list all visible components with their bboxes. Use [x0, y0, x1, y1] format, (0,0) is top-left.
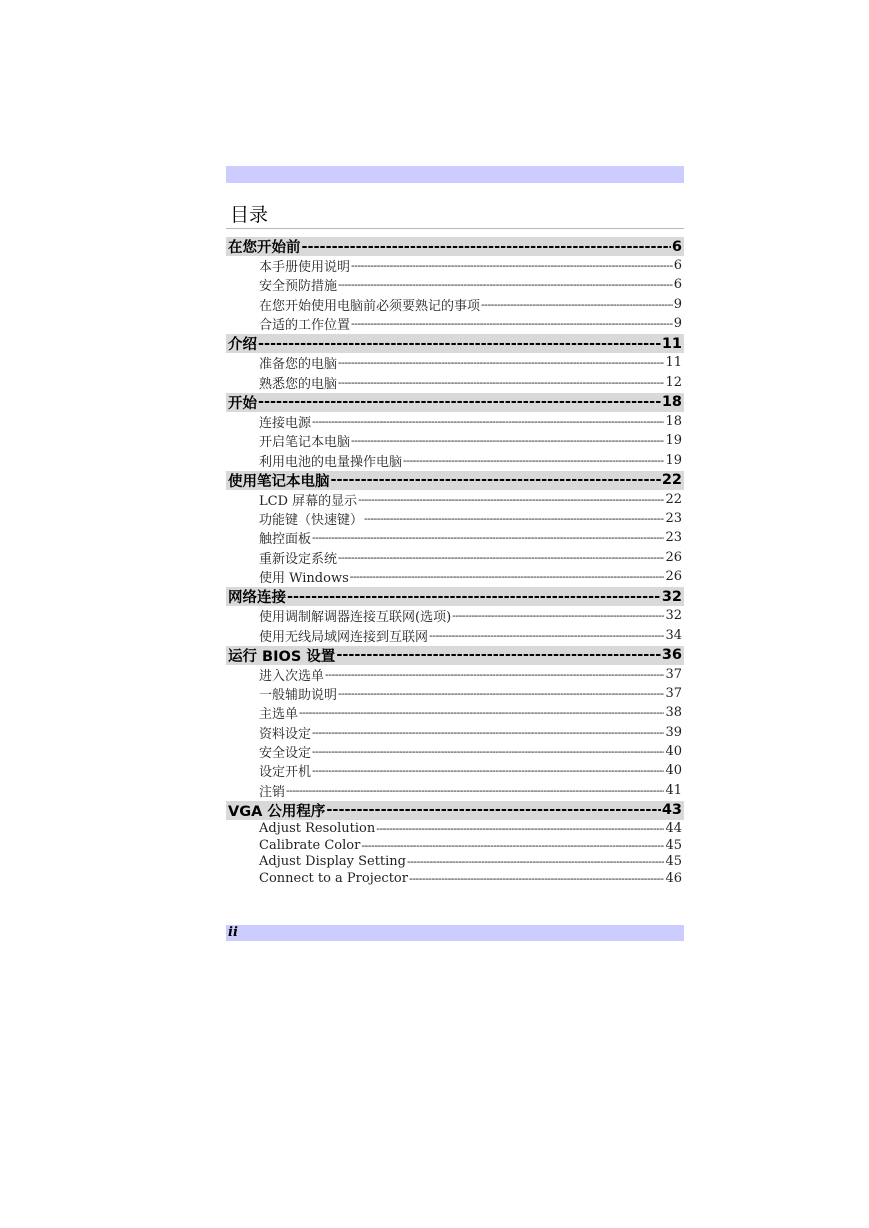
toc-entry-page: 26: [665, 549, 682, 565]
toc-leader-dots: [312, 726, 664, 739]
toc-section[interactable]: [226, 393, 684, 412]
toc-entry[interactable]: [226, 450, 684, 469]
toc-leader-dots: [429, 629, 664, 642]
toc-entry-title: 利用电池的电量操作电脑: [259, 454, 403, 470]
toc-entry[interactable]: [226, 742, 684, 761]
toc-entry-page: 11: [665, 355, 682, 371]
toc-entry-page: 23: [665, 530, 682, 546]
toc-section-title: 介绍: [228, 337, 257, 354]
toc-section-page: 11: [661, 335, 682, 352]
toc-leader-dots: [312, 531, 664, 544]
toc-entry[interactable]: [226, 431, 684, 450]
toc-entry-page: 41: [665, 782, 682, 798]
toc-entry-page: 46: [665, 871, 682, 887]
toc-leader-dots: [258, 336, 661, 352]
toc-section-page: 32: [661, 588, 682, 605]
toc-entry-page: 6: [673, 277, 682, 293]
toc-leader-dots: [407, 855, 664, 868]
toc-entry[interactable]: [226, 870, 684, 887]
toc-leader-dots: [351, 259, 673, 272]
toc-section-title: 运行 BIOS 设置: [228, 648, 336, 665]
toc-leader-dots: [361, 839, 664, 852]
toc-entry-title: LCD 屏幕的显示: [259, 493, 358, 509]
footer-page-number: ii: [228, 925, 238, 940]
toc-leader-dots: [376, 822, 664, 835]
toc-section-page: 18: [661, 394, 682, 411]
toc-leader-dots: [403, 454, 664, 467]
toc-entry[interactable]: [226, 509, 684, 528]
toc-leader-dots: [350, 570, 665, 583]
toc-entry-page: 12: [665, 374, 682, 390]
toc-entry-title: 一般辅助说明: [259, 688, 338, 704]
toc-section-page: 43: [661, 802, 682, 819]
toc-entry[interactable]: [226, 703, 684, 722]
toc-entry-title: 在您开始使用电脑前必须要熟记的事项: [259, 298, 481, 314]
toc-entry-page: 40: [665, 744, 682, 760]
toc-entry[interactable]: [226, 372, 684, 391]
toc-leader-dots: [331, 472, 661, 488]
toc-leader-dots: [287, 589, 661, 605]
toc-entry-page: 45: [665, 837, 682, 853]
toc-entry-title: 本手册使用说明: [259, 260, 351, 276]
toc-leader-dots: [409, 872, 664, 885]
toc-leader-dots: [325, 668, 664, 681]
toc-entry-title: 安全设定: [259, 746, 312, 762]
toc-leader-dots: [312, 415, 664, 428]
toc-entry-page: 26: [665, 569, 682, 584]
toc-entry[interactable]: [226, 853, 684, 870]
toc-entry-title: 触控面板: [259, 532, 312, 548]
toc-entry[interactable]: [226, 490, 684, 509]
toc-section[interactable]: [226, 587, 684, 606]
toc-entry-page: 18: [665, 413, 682, 429]
toc-section-page: 22: [661, 472, 682, 489]
toc-entry-title: 进入次选单: [259, 668, 325, 684]
toc-section-title: 开始: [228, 395, 257, 412]
toc-entry-page: 37: [665, 666, 682, 682]
toc-entry[interactable]: [226, 820, 684, 837]
toc-section[interactable]: [226, 237, 684, 256]
toc-entry-title: 安全预防措施: [259, 279, 338, 295]
toc-entry-title: 重新设定系统: [259, 551, 338, 567]
header-bar: [226, 166, 684, 183]
toc-entry-page: 39: [665, 724, 682, 740]
toc-entry-page: 45: [665, 854, 682, 870]
toc-entry[interactable]: [226, 723, 684, 742]
toc-entry-page: 9: [673, 296, 682, 312]
toc-section[interactable]: [226, 334, 684, 353]
toc-leader-dots: [481, 298, 673, 311]
toc-entry-title: 使用 Windows: [259, 571, 349, 586]
toc-entry[interactable]: [226, 528, 684, 547]
toc-section[interactable]: [226, 471, 684, 490]
toc-entry[interactable]: [226, 275, 684, 294]
toc-entry-title: 熟悉您的电脑: [259, 376, 338, 392]
toc-entry[interactable]: [226, 781, 684, 800]
table-of-contents: [226, 237, 684, 887]
toc-section-title: 在您开始前: [228, 240, 301, 256]
toc-entry-title: 合适的工作位置: [259, 318, 351, 334]
toc-leader-dots: [258, 394, 661, 410]
toc-leader-dots: [286, 784, 664, 797]
toc-leader-dots: [351, 434, 664, 447]
toc-entry-title: 设定开机: [259, 765, 312, 781]
toc-entry[interactable]: [226, 353, 684, 372]
toc-leader-dots: [364, 512, 664, 525]
toc-entry[interactable]: [226, 314, 684, 333]
toc-section-title: VGA 公用程序: [228, 803, 326, 820]
toc-entry-page: 19: [665, 452, 682, 468]
toc-leader-dots: [302, 239, 671, 255]
toc-leader-dots: [338, 551, 664, 564]
toc-entry[interactable]: [226, 256, 684, 275]
toc-entry[interactable]: [226, 606, 684, 625]
toc-entry-title: 使用调制解调器连接互联网(选项): [259, 610, 452, 626]
toc-entry-title: Connect to a Projector: [259, 871, 408, 887]
toc-entry-title: 使用无线局域网连接到互联网: [259, 629, 429, 645]
toc-entry-title: 注销: [259, 784, 286, 800]
toc-entry-page: 44: [665, 820, 682, 836]
toc-entry-page: 38: [665, 705, 682, 721]
toc-section-page: 6: [671, 238, 682, 255]
toc-entry-title: 功能键（快速键）: [259, 513, 364, 529]
toc-entry[interactable]: [226, 684, 684, 703]
toc-entry[interactable]: [226, 567, 684, 586]
toc-entry[interactable]: [226, 295, 684, 314]
toc-entry-page: 37: [665, 686, 682, 702]
toc-section[interactable]: [226, 646, 684, 665]
toc-entry-page: 32: [665, 608, 682, 624]
toc-entry[interactable]: [226, 625, 684, 644]
toc-entry-title: Calibrate Color: [259, 837, 361, 853]
toc-entry-page: 23: [665, 511, 682, 527]
toc-entry-title: 开启笔记本电脑: [259, 435, 351, 451]
toc-leader-dots: [312, 745, 664, 758]
toc-section[interactable]: [226, 801, 684, 820]
toc-entry-page: 40: [665, 763, 682, 779]
toc-entry-page: 22: [665, 491, 682, 507]
toc-entry[interactable]: [226, 548, 684, 567]
toc-leader-dots: [338, 376, 664, 389]
toc-entry[interactable]: [226, 837, 684, 854]
toc-leader-dots: [338, 687, 664, 700]
toc-leader-dots: [312, 764, 664, 777]
toc-entry-title: 准备您的电脑: [259, 357, 338, 373]
toc-title: 目录: [226, 202, 684, 229]
toc-entry-title: Adjust Resolution: [259, 820, 376, 836]
toc-leader-dots: [338, 356, 664, 369]
toc-leader-dots: [351, 317, 673, 330]
toc-entry[interactable]: [226, 665, 684, 684]
toc-section-title: 使用笔记本电脑: [228, 473, 330, 490]
toc-leader-dots: [336, 647, 661, 663]
toc-entry[interactable]: [226, 412, 684, 431]
toc-section-title: 网络连接: [228, 590, 286, 607]
toc-leader-dots: [452, 609, 664, 622]
toc-leader-dots: [338, 278, 673, 291]
toc-entry-title: 主选单: [259, 707, 299, 723]
toc-entry-title: 资料设定: [259, 726, 312, 742]
toc-entry-title: Adjust Display Setting: [259, 854, 406, 870]
toc-entry[interactable]: [226, 761, 684, 780]
toc-section-page: 36: [661, 647, 682, 664]
toc-entry-page: 19: [665, 433, 682, 449]
toc-entry-page: 34: [665, 627, 682, 643]
manual-page: [226, 166, 684, 887]
toc-entry-title: 连接电源: [259, 415, 312, 431]
toc-entry-page: 9: [673, 316, 682, 332]
toc-leader-dots: [326, 802, 660, 818]
footer-bar: [226, 925, 684, 941]
toc-entry-page: 6: [673, 258, 682, 274]
toc-leader-dots: [358, 493, 664, 506]
toc-leader-dots: [299, 706, 664, 719]
